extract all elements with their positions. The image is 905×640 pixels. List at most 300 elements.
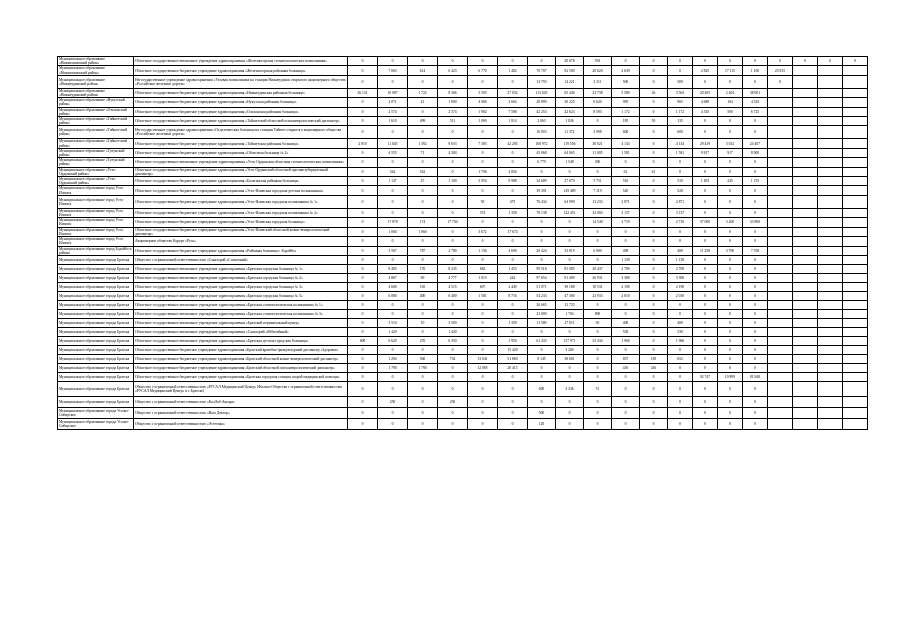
value-cell: 157 971 (556, 336, 584, 345)
value-cell (793, 407, 818, 418)
value-cell: 600 (528, 381, 556, 396)
value-cell (768, 208, 793, 217)
value-cell (768, 148, 793, 157)
value-cell: 0 (468, 327, 498, 336)
value-cell: 0 (743, 237, 768, 246)
organization-cell: Областное государственное бюджетное учреждение здравоохранения «Областная больница № 2» (134, 148, 348, 157)
value-cell: 0 (438, 255, 468, 264)
value-cell: 1 950 (498, 336, 528, 345)
value-cell (768, 139, 793, 148)
value-cell: 0 (348, 282, 378, 291)
value-cell: 26 931 (584, 273, 612, 282)
value-cell: 0 (743, 318, 768, 327)
value-cell (843, 237, 868, 246)
municipality-cell: Муниципальное образование города Братска (58, 309, 134, 318)
value-cell: 20 405 (693, 88, 718, 97)
value-cell: 11 005 (584, 148, 612, 157)
value-cell (768, 195, 793, 208)
value-cell: 0 (640, 107, 668, 116)
value-cell: 3 311 (584, 75, 612, 88)
value-cell: 4 777 (438, 273, 468, 282)
value-cell: 0 (468, 255, 498, 264)
value-cell: 0 (640, 66, 668, 75)
value-cell (843, 327, 868, 336)
value-cell: 4 284 (438, 148, 468, 157)
value-cell (793, 336, 818, 345)
value-cell: 0 (528, 345, 556, 354)
value-cell: 409 (612, 246, 640, 255)
value-cell: 0 (556, 218, 584, 227)
value-cell: 0 (743, 117, 768, 126)
value-cell (843, 264, 868, 273)
value-cell: 0 (640, 407, 668, 418)
value-cell: 1 914 (498, 117, 528, 126)
organization-cell: Областное государственное бюджетное учреждение здравоохранения «Тайшетская районная больница» (134, 139, 348, 148)
value-cell (818, 255, 843, 264)
value-cell: 0 (718, 396, 743, 407)
value-cell: 1 147 (378, 177, 408, 186)
value-cell: 6 423 (438, 66, 468, 75)
value-cell: 0 (743, 186, 768, 195)
value-cell: 1 482 (498, 66, 528, 75)
value-cell: 7 063 (378, 66, 408, 75)
value-cell: 3 200 (556, 345, 584, 354)
value-cell: 1 581 (612, 148, 640, 157)
value-cell (843, 372, 868, 381)
table-row (58, 177, 868, 186)
value-cell: 0 (718, 381, 743, 396)
value-cell (843, 282, 868, 291)
value-cell (793, 186, 818, 195)
value-cell: 38 001 (743, 88, 768, 97)
organization-cell: Областное государственное автономное учреждение здравоохранения «Братская детская городская больница» (134, 336, 348, 345)
value-cell: 0 (718, 418, 743, 429)
value-cell: 1 453 (498, 264, 528, 273)
value-cell: 2 871 (668, 195, 693, 208)
value-cell: 0 (612, 227, 640, 236)
value-cell: 0 (498, 57, 528, 66)
value-cell: 2 709 (668, 264, 693, 273)
value-cell: 0 (693, 227, 718, 236)
value-cell: 2 574 (378, 107, 408, 116)
value-cell: 0 (348, 291, 378, 300)
value-cell: 0 (640, 148, 668, 157)
value-cell: 0 (378, 75, 408, 88)
value-cell: 0 (556, 363, 584, 372)
value-cell: 4 690 (498, 246, 528, 255)
value-cell: 0 (584, 227, 612, 236)
value-cell: 0 (640, 57, 668, 66)
value-cell: 11 372 (556, 126, 584, 139)
value-cell: 0 (438, 381, 468, 396)
value-cell: 5 751 (584, 177, 612, 186)
value-cell (793, 98, 818, 107)
organization-cell: Областное государственное бюджетное учреждение здравоохранения «Усть-Ордынский областной противотуберкулезный диспансер» (134, 167, 348, 176)
value-cell (843, 167, 868, 176)
value-cell: 0 (668, 345, 693, 354)
value-cell: 6 770 (468, 66, 498, 75)
value-cell: 5 589 (612, 88, 640, 97)
value-cell: 17 115 (718, 66, 743, 75)
value-cell: 0 (584, 237, 612, 246)
value-cell: 0 (348, 227, 378, 236)
municipality-cell: Муниципальное образование «Тулунский район» (58, 158, 134, 167)
value-cell (768, 363, 793, 372)
value-cell: 0 (378, 300, 408, 309)
value-cell: 0 (612, 237, 640, 246)
value-cell: 0 (640, 186, 668, 195)
value-cell (843, 363, 868, 372)
municipality-cell: Муниципальное образование города Усолье-Сибирское (58, 418, 134, 429)
value-cell: 0 (640, 255, 668, 264)
value-cell: 2 449 (498, 282, 528, 291)
value-cell (818, 345, 843, 354)
value-cell (793, 177, 818, 186)
municipality-cell: Муниципальное образование города Усолье-Сибирское (58, 407, 134, 418)
value-cell: 2 071 (378, 98, 408, 107)
value-cell: 0 (556, 255, 584, 264)
value-cell: 0 (498, 158, 528, 167)
value-cell: 0 (818, 57, 843, 66)
value-cell: 3 336 (556, 381, 584, 396)
value-cell: 0 (612, 396, 640, 407)
value-cell: 10 087 (378, 88, 408, 97)
value-cell: 0 (718, 327, 743, 336)
value-cell: 54 233 (528, 291, 556, 300)
value-cell: 0 (640, 396, 668, 407)
value-cell (843, 407, 868, 418)
value-cell: 0 (468, 396, 498, 407)
value-cell: 2 639 (612, 66, 640, 75)
value-cell (843, 139, 868, 148)
value-cell: 542 (378, 167, 408, 176)
municipality-cell: Муниципальное образование город Усть-Илимск (58, 237, 134, 246)
value-cell: 1 706 (468, 167, 498, 176)
value-cell: 92 500 (556, 66, 584, 75)
value-cell: 2 780 (438, 246, 468, 255)
value-cell (793, 418, 818, 429)
value-cell (843, 117, 868, 126)
value-cell: 600 (348, 336, 378, 345)
value-cell: 0 (438, 407, 468, 418)
value-cell: 500 (528, 407, 556, 418)
organization-cell: Областное государственное бюджетное учреждение здравоохранения «Нукутская районная больница» (134, 98, 348, 107)
value-cell: 0 (612, 300, 640, 309)
value-cell: 0 (612, 407, 640, 418)
value-cell: 0 (743, 208, 768, 217)
value-cell: 0 (743, 381, 768, 396)
organization-cell: Негосударственное учреждение здравоохранения «Узловая поликлиника на станции Нижнеудинск открытого акционерного общества «Российские железные дороги» (134, 75, 348, 88)
value-cell: 0 (348, 66, 378, 75)
value-cell: 2 710 (668, 218, 693, 227)
value-cell: 51 (584, 381, 612, 396)
value-cell: 0 (718, 363, 743, 372)
value-cell (793, 117, 818, 126)
value-cell: 0 (718, 354, 743, 363)
municipality-cell: Муниципальное образование «Тайшетский район» (58, 117, 134, 126)
municipality-cell: Муниципальное образование города Братска (58, 381, 134, 396)
value-cell: 113 045 (528, 88, 556, 97)
value-cell: 0 (612, 309, 640, 318)
value-cell (793, 148, 818, 157)
value-cell: 26 (640, 88, 668, 97)
organization-cell: Областное государственное бюджетное учреждение здравоохранения «Ольхонская районная больница» (134, 107, 348, 116)
value-cell: 400 (668, 246, 693, 255)
value-cell: 1 900 (438, 98, 468, 107)
organization-cell: Областное государственное бюджетное учреждение здравоохранения «Тайшетский областной психоневрологический диспансер» (134, 117, 348, 126)
value-cell (818, 227, 843, 236)
value-cell: 99 518 (528, 264, 556, 273)
value-cell: 129 489 (556, 186, 584, 195)
value-cell: 3 563 (668, 88, 693, 97)
value-cell: 47 300 (556, 291, 584, 300)
value-cell: 0 (640, 237, 668, 246)
value-cell: 1 548 (556, 158, 584, 167)
value-cell: 70 707 (528, 66, 556, 75)
value-cell: 42 285 (498, 139, 528, 148)
value-cell: 18 531 (584, 282, 612, 291)
value-cell (768, 117, 793, 126)
value-cell: 45 068 (528, 148, 556, 157)
value-cell: 0 (378, 372, 408, 381)
value-cell: 4 134 (668, 139, 693, 148)
value-cell (843, 396, 868, 407)
value-cell (818, 418, 843, 429)
value-cell: 0 (693, 208, 718, 217)
value-cell (768, 218, 793, 227)
value-cell: 0 (612, 158, 640, 167)
organization-cell: Областное государственное бюджетное учреждение здравоохранения «Братская городская станция скорой медицинской помощи» (134, 372, 348, 381)
value-cell (818, 309, 843, 318)
value-cell: 1 392 (408, 139, 438, 148)
value-cell: 0 (718, 237, 743, 246)
value-cell: 119 556 (556, 139, 584, 148)
value-cell: 0 (693, 407, 718, 418)
organization-cell: Областное государственное бюджетное учреждение здравоохранения «Балаганская районная больница» (134, 177, 348, 186)
value-cell (793, 75, 818, 88)
value-cell: 0 (348, 381, 378, 396)
value-cell: 0 (556, 167, 584, 176)
value-cell: 0 (668, 167, 693, 176)
municipality-cell: Муниципальное образование «Усть-Ордынский район» (58, 167, 134, 176)
value-cell: 0 (668, 381, 693, 396)
value-cell (768, 407, 793, 418)
value-cell: 39 188 (556, 282, 584, 291)
value-cell: 90 (408, 273, 438, 282)
value-cell (793, 273, 818, 282)
value-cell: 0 (348, 309, 378, 318)
value-cell: 0 (612, 57, 640, 66)
value-cell: 0 (612, 372, 640, 381)
value-cell: 0 (378, 158, 408, 167)
value-cell: 542 (408, 167, 438, 176)
value-cell: 0 (743, 273, 768, 282)
value-cell: 0 (584, 327, 612, 336)
value-cell (768, 177, 793, 186)
organization-cell: Акционерное общество Курорт «Русь» (134, 237, 348, 246)
value-cell: 0 (718, 318, 743, 327)
value-cell (843, 195, 868, 208)
value-cell (818, 208, 843, 217)
value-cell: 7 119 (584, 186, 612, 195)
value-cell: 652 (668, 354, 693, 363)
value-cell: 0 (640, 336, 668, 345)
value-cell: 65 446 (556, 88, 584, 97)
value-cell: 32 004 (584, 208, 612, 217)
municipality-cell: Муниципальное образование города Братска (58, 327, 134, 336)
table-row (58, 327, 868, 336)
value-cell: 0 (408, 126, 438, 139)
value-cell: 0 (693, 195, 718, 208)
value-cell (818, 107, 843, 116)
document-sheet (57, 56, 856, 430)
value-cell: 0 (743, 255, 768, 264)
value-cell (843, 291, 868, 300)
municipality-cell: Муниципальное образование «Ольхонский район» (58, 107, 134, 116)
value-cell: 0 (528, 227, 556, 236)
value-cell: 1 420 (378, 327, 408, 336)
value-cell: 20 437 (584, 264, 612, 273)
value-cell: 965 (668, 98, 693, 107)
value-cell: 0 (640, 98, 668, 107)
value-cell: 1 982 (468, 107, 498, 116)
value-cell: 682 (468, 264, 498, 273)
value-cell: 0 (378, 208, 408, 217)
value-cell: 0 (498, 300, 528, 309)
municipality-cell: Муниципальное образование «Нижнеилимский район» (58, 66, 134, 75)
value-cell: 1 358 (498, 208, 528, 217)
value-cell (768, 98, 793, 107)
value-cell: 0 (468, 75, 498, 88)
municipality-cell: Муниципальное образование «Тайшетский район» (58, 126, 134, 139)
organization-cell: Общество с ограниченной ответственностью «Ваш Доктор» (134, 407, 348, 418)
organization-cell: Общество с ограниченной ответственностью «КолЛаб-Ангара» (134, 396, 348, 407)
value-cell (793, 88, 818, 97)
value-cell: 1 139 (612, 255, 640, 264)
value-cell: 0 (668, 372, 693, 381)
value-cell (793, 126, 818, 139)
value-cell: 34 689 (528, 177, 556, 186)
value-cell: 0 (498, 218, 528, 227)
value-cell: 0 (693, 336, 718, 345)
value-cell: 0 (743, 407, 768, 418)
value-cell: 0 (640, 139, 668, 148)
value-cell: 3 500 (438, 318, 468, 327)
value-cell: 0 (743, 345, 768, 354)
value-cell: 9 988 (498, 177, 528, 186)
value-cell: 0 (348, 273, 378, 282)
value-cell: 2 010 (612, 291, 640, 300)
value-cell: 0 (498, 186, 528, 195)
value-cell: 0 (556, 227, 584, 236)
value-cell: 2 190 (612, 282, 640, 291)
value-cell: 0 (348, 218, 378, 227)
value-cell: 41 (408, 98, 438, 107)
value-cell: 78 138 (528, 208, 556, 217)
value-cell: 3 137 (612, 208, 640, 217)
value-cell: 0 (640, 345, 668, 354)
value-cell: 0 (528, 218, 556, 227)
value-cell: 400 (668, 318, 693, 327)
value-cell: 4 555 (378, 148, 408, 157)
value-cell: 0 (378, 195, 408, 208)
value-cell: 0 (378, 57, 408, 66)
value-cell: 14 540 (584, 218, 612, 227)
value-cell: 0 (584, 407, 612, 418)
value-cell (818, 300, 843, 309)
value-cell: 0 (408, 407, 438, 418)
value-cell: 11 045 (378, 139, 408, 148)
value-cell: 0 (640, 318, 668, 327)
value-cell: 0 (743, 126, 768, 139)
value-cell (793, 227, 818, 236)
value-cell: 593 (584, 57, 612, 66)
value-cell (768, 336, 793, 345)
value-cell (818, 126, 843, 139)
value-cell: 0 (793, 57, 818, 66)
value-cell: 165 (408, 282, 438, 291)
value-cell: 0 (743, 227, 768, 236)
value-cell: 1 172 (612, 107, 640, 116)
value-cell: 0 (408, 309, 438, 318)
value-cell: 17 878 (378, 218, 408, 227)
value-cell: 0 (408, 107, 438, 116)
value-cell: 0 (408, 372, 438, 381)
municipality-cell: Муниципальное образование «Нукутский район» (58, 98, 134, 107)
value-cell: 3 200 (718, 218, 743, 227)
value-cell: 30 225 (556, 98, 584, 107)
value-cell: 64 990 (556, 195, 584, 208)
value-cell: 3 567 (378, 246, 408, 255)
value-cell (843, 246, 868, 255)
value-cell: 0 (612, 381, 640, 396)
value-cell: 8 366 (438, 88, 468, 97)
value-cell (843, 148, 868, 157)
value-cell (818, 273, 843, 282)
value-cell: 0 (640, 291, 668, 300)
value-cell: 0 (743, 418, 768, 429)
value-cell: 0 (348, 148, 378, 157)
organization-cell: Областное государственное автономное учреждение здравоохранения «Санаторий «Юбилейный» (134, 327, 348, 336)
value-cell (843, 273, 868, 282)
value-cell: 42 623 (556, 107, 584, 116)
value-cell: 0 (348, 117, 378, 126)
value-cell (768, 158, 793, 167)
value-cell: 142 451 (556, 208, 584, 217)
value-cell: 6 779 (528, 158, 556, 167)
municipality-cell: Муниципальное образование города Братска (58, 336, 134, 345)
value-cell: 25 815 (768, 66, 793, 75)
value-cell: 0 (348, 237, 378, 246)
value-cell: 4 680 (378, 282, 408, 291)
value-cell: 0 (468, 372, 498, 381)
value-cell: 27 679 (556, 177, 584, 186)
value-cell: 30 021 (584, 139, 612, 148)
value-cell: 400 (612, 318, 640, 327)
value-cell: 10 (408, 318, 438, 327)
value-cell (843, 158, 868, 167)
value-cell (768, 264, 793, 273)
value-cell: 2 856 (498, 167, 528, 176)
value-cell: 499 (408, 117, 438, 126)
value-cell: 0 (718, 282, 743, 291)
value-cell: 0 (468, 158, 498, 167)
value-cell: 0 (640, 195, 668, 208)
value-cell: 185 (612, 117, 640, 126)
value-cell: 0 (693, 264, 718, 273)
value-cell: 0 (556, 407, 584, 418)
value-cell: 0 (693, 363, 718, 372)
